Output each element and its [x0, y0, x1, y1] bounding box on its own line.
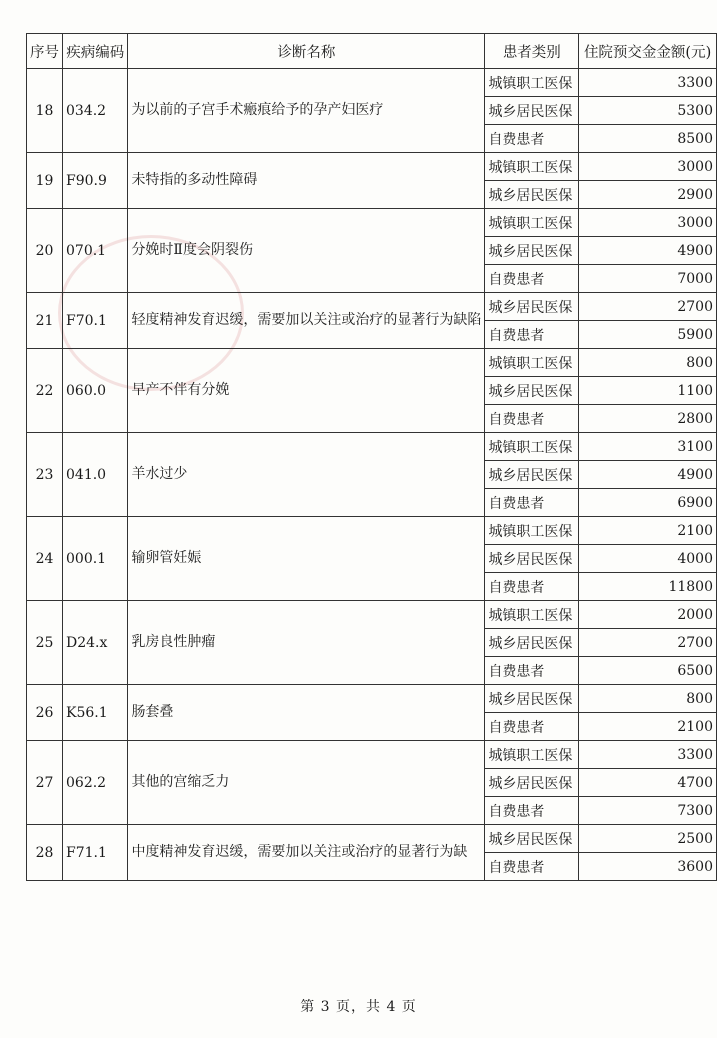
diagnosis-no: 24	[27, 517, 63, 601]
header-name: 诊断名称	[128, 34, 485, 69]
fee-table	[26, 33, 717, 881]
deposit-amount: 4900	[579, 461, 717, 489]
deposit-amount: 800	[579, 685, 717, 713]
diagnosis-no: 22	[27, 349, 63, 433]
table-row	[27, 685, 717, 713]
diagnosis-code: F71.1	[63, 825, 128, 881]
table-row	[27, 433, 717, 461]
diagnosis-no: 26	[27, 685, 63, 741]
deposit-amount: 4000	[579, 545, 717, 573]
diagnosis-code: F70.1	[63, 293, 128, 349]
table-row	[27, 825, 717, 853]
patient-type: 自费患者	[485, 125, 579, 153]
deposit-amount: 4700	[579, 769, 717, 797]
patient-type: 自费患者	[485, 853, 579, 881]
deposit-amount: 3000	[579, 209, 717, 237]
deposit-amount: 3600	[579, 853, 717, 881]
diagnosis-no: 19	[27, 153, 63, 209]
diagnosis-no: 28	[27, 825, 63, 881]
deposit-amount: 11800	[579, 573, 717, 601]
diagnosis-code: F90.9	[63, 153, 128, 209]
table-row	[27, 741, 717, 769]
patient-type: 自费患者	[485, 573, 579, 601]
deposit-amount: 5300	[579, 97, 717, 125]
patient-type: 自费患者	[485, 489, 579, 517]
table-row	[27, 209, 717, 237]
patient-type: 城镇职工医保	[485, 517, 579, 545]
deposit-amount: 7300	[579, 797, 717, 825]
patient-type: 城乡居民医保	[485, 293, 579, 321]
page-footer: 第 3 页，共 4 页	[300, 999, 417, 1015]
patient-type: 自费患者	[485, 265, 579, 293]
deposit-amount: 2900	[579, 181, 717, 209]
diagnosis-name: 未特指的多动性障碍	[128, 153, 485, 209]
table-header-row	[27, 34, 717, 69]
diagnosis-code: D24.x	[63, 601, 128, 685]
patient-type: 城乡居民医保	[485, 237, 579, 265]
patient-type: 自费患者	[485, 713, 579, 741]
header-no: 序号	[27, 34, 63, 69]
patient-type: 城乡居民医保	[485, 461, 579, 489]
diagnosis-name: 其他的宫缩乏力	[128, 741, 485, 825]
deposit-amount: 7000	[579, 265, 717, 293]
patient-type: 城镇职工医保	[485, 69, 579, 97]
deposit-amount: 3300	[579, 69, 717, 97]
deposit-amount: 800	[579, 349, 717, 377]
deposit-amount: 2700	[579, 293, 717, 321]
diagnosis-name: 乳房良性肿瘤	[128, 601, 485, 685]
patient-type: 城乡居民医保	[485, 377, 579, 405]
diagnosis-no: 23	[27, 433, 63, 517]
deposit-amount: 6500	[579, 657, 717, 685]
diagnosis-code: K56.1	[63, 685, 128, 741]
table-row	[27, 153, 717, 181]
diagnosis-code: 060.0	[63, 349, 128, 433]
diagnosis-no: 27	[27, 741, 63, 825]
table-row	[27, 349, 717, 377]
diagnosis-no: 18	[27, 69, 63, 153]
diagnosis-no: 25	[27, 601, 63, 685]
diagnosis-name: 轻度精神发育迟缓，需要加以关注或治疗的显著行为缺陷	[128, 293, 485, 349]
diagnosis-name: 分娩时Ⅱ度会阴裂伤	[128, 209, 485, 293]
table-row	[27, 601, 717, 629]
patient-type: 城乡居民医保	[485, 769, 579, 797]
table-row	[27, 69, 717, 97]
deposit-amount: 3100	[579, 433, 717, 461]
diagnosis-no: 21	[27, 293, 63, 349]
header-amount: 住院预交金金额(元)	[579, 34, 717, 69]
deposit-amount: 3000	[579, 153, 717, 181]
diagnosis-name: 早产不伴有分娩	[128, 349, 485, 433]
diagnosis-name: 输卵管妊娠	[128, 517, 485, 601]
deposit-amount: 4900	[579, 237, 717, 265]
deposit-amount: 2700	[579, 629, 717, 657]
patient-type: 城镇职工医保	[485, 153, 579, 181]
header-type: 患者类别	[485, 34, 579, 69]
deposit-amount: 2500	[579, 825, 717, 853]
deposit-amount: 6900	[579, 489, 717, 517]
diagnosis-code: 041.0	[63, 433, 128, 517]
patient-type: 城乡居民医保	[485, 181, 579, 209]
diagnosis-name: 肠套叠	[128, 685, 485, 741]
patient-type: 自费患者	[485, 321, 579, 349]
deposit-amount: 2100	[579, 713, 717, 741]
deposit-amount: 5900	[579, 321, 717, 349]
deposit-amount: 8500	[579, 125, 717, 153]
diagnosis-name: 羊水过少	[128, 433, 485, 517]
deposit-amount: 2100	[579, 517, 717, 545]
patient-type: 自费患者	[485, 405, 579, 433]
table-body	[27, 69, 717, 881]
patient-type: 城镇职工医保	[485, 209, 579, 237]
patient-type: 自费患者	[485, 657, 579, 685]
deposit-amount: 2800	[579, 405, 717, 433]
patient-type: 城乡居民医保	[485, 545, 579, 573]
patient-type: 城乡居民医保	[485, 97, 579, 125]
patient-type: 城乡居民医保	[485, 685, 579, 713]
diagnosis-code: 000.1	[63, 517, 128, 601]
patient-type: 城镇职工医保	[485, 433, 579, 461]
diagnosis-code: 070.1	[63, 209, 128, 293]
patient-type: 城镇职工医保	[485, 349, 579, 377]
deposit-amount: 3300	[579, 741, 717, 769]
table-row	[27, 293, 717, 321]
diagnosis-no: 20	[27, 209, 63, 293]
diagnosis-name: 为以前的子宫手术瘢痕给予的孕产妇医疗	[128, 69, 485, 153]
deposit-amount: 1100	[579, 377, 717, 405]
patient-type: 城乡居民医保	[485, 629, 579, 657]
patient-type: 城镇职工医保	[485, 601, 579, 629]
header-code: 疾病编码	[63, 34, 128, 69]
patient-type: 自费患者	[485, 797, 579, 825]
diagnosis-name: 中度精神发育迟缓，需要加以关注或治疗的显著行为缺	[128, 825, 485, 881]
diagnosis-code: 062.2	[63, 741, 128, 825]
table-row	[27, 517, 717, 545]
diagnosis-code: 034.2	[63, 69, 128, 153]
patient-type: 城乡居民医保	[485, 825, 579, 853]
patient-type: 城镇职工医保	[485, 741, 579, 769]
deposit-amount: 2000	[579, 601, 717, 629]
